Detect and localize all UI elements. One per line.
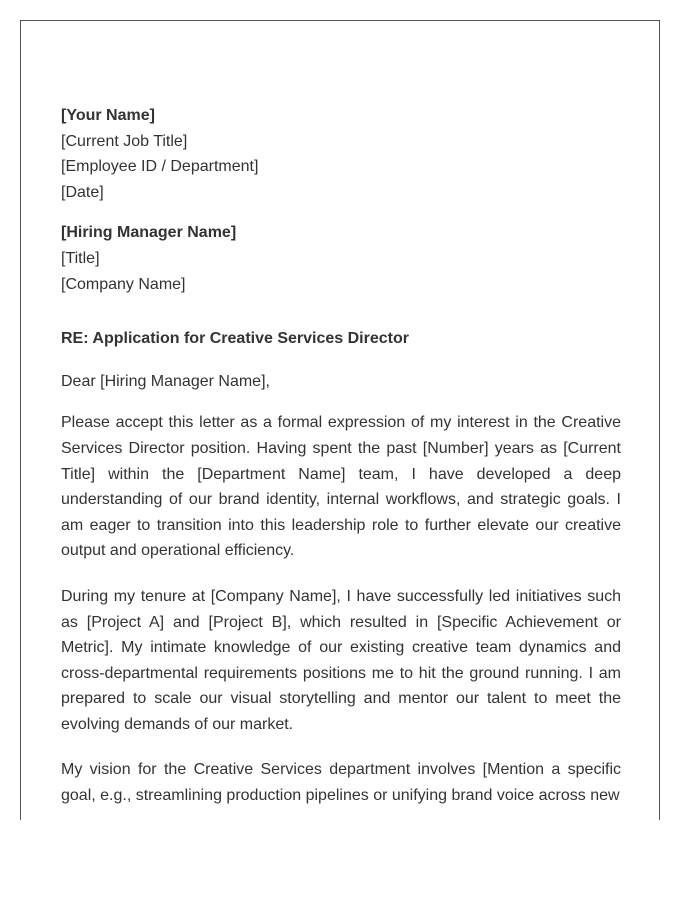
letter-date: [Date] <box>61 183 104 201</box>
sender-block <box>61 103 621 205</box>
salutation: Dear [Hiring Manager Name], <box>61 372 270 390</box>
body-paragraph-3: My vision for the Creative Services department involves [Mention a specific goal, e.g., streamlining production pipelines or unifying brand voice across new <box>61 761 621 805</box>
recipient-company: [Company Name] <box>61 275 186 293</box>
subject-line: RE: Application for Creative Services Director <box>61 330 409 348</box>
body-paragraph-2: During my tenure at [Company Name], I have successfully led initiatives such as [Project A] and [Project B], which resulted in [Specific Achievement or Metric]. My intimate knowledge of our existing creative team dynamics and cross-departmental requirements positions me to hit the ground running. I am prepared to scale our visual storytelling and mentor our talent to meet the evolving demands of our market. <box>61 587 621 733</box>
recipient-block <box>61 220 621 297</box>
letter-content <box>61 103 621 820</box>
body-paragraph-1: Please accept this letter as a formal expression of my interest in the Creative Services Director position. Having spent the past [Number] years as [Current Title] within the [Department Name] team, I have developed a deep understanding of our brand identity, internal workflows, and strategic goals. I am eager to transition into this leadership role to further elevate our creative output and operational efficiency. <box>61 414 621 560</box>
sender-employee-department: [Employee ID / Department] <box>61 158 259 176</box>
recipient-title: [Title] <box>61 249 100 267</box>
recipient-name: [Hiring Manager Name] <box>61 224 237 242</box>
sender-job-title: [Current Job Title] <box>61 132 188 150</box>
sender-name: [Your Name] <box>61 107 155 124</box>
letter-page <box>20 20 660 820</box>
